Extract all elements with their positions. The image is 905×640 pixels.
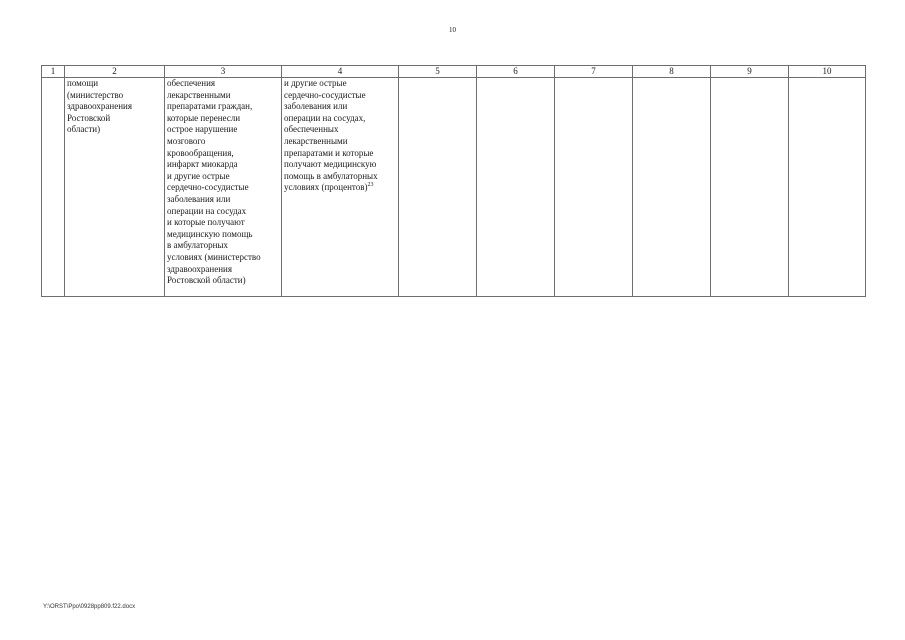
cell-text-line: лекарственными xyxy=(167,89,231,100)
cell-text-line: лекарственными xyxy=(284,135,348,146)
cell-col-4 xyxy=(282,78,399,297)
column-header-6: 6 xyxy=(477,66,555,78)
cell-col-10 xyxy=(789,78,866,297)
cell-col-2 xyxy=(65,78,165,297)
cell-text-line-with-footnote xyxy=(284,182,397,194)
cell-text-line: препаратами граждан, xyxy=(167,101,253,112)
cell-text-line: острое нарушение xyxy=(167,124,238,135)
cell-text-line: Ростовской xyxy=(67,112,111,123)
cell-text-line: здравоохранения xyxy=(67,101,133,112)
column-header-7: 7 xyxy=(555,66,633,78)
cell-text-line: и которые получают xyxy=(167,217,245,228)
cell-text-line: обеспеченных xyxy=(284,124,339,135)
page-number: 10 xyxy=(449,26,456,34)
cell-text-line: операции на сосудах xyxy=(167,205,247,216)
cell-text-line: в амбулаторных xyxy=(167,240,228,251)
table-row xyxy=(42,78,866,297)
cell-text-line: условиях (министерство xyxy=(167,251,261,262)
cell-text-line: помощь в амбулаторных xyxy=(284,170,378,181)
cell-col-5 xyxy=(399,78,477,297)
cell-col-1 xyxy=(42,78,65,297)
footnote-marker: 23 xyxy=(367,182,374,189)
column-header-3: 3 xyxy=(165,66,282,78)
cell-text-line: препаратами и которые xyxy=(284,147,374,158)
cell-text-line: кровообращения, xyxy=(167,147,234,158)
cell-text-line: здравоохранения xyxy=(167,263,233,274)
column-header-8: 8 xyxy=(633,66,711,78)
footer-file-path: Y:\ORST\Ppo\0928pp809.f22.docx xyxy=(43,604,136,610)
cell-text-line: и другие острые xyxy=(167,170,230,181)
cell-text-line: мозгового xyxy=(167,135,206,146)
cell-text-line: и другие острые xyxy=(284,78,347,88)
column-header-4: 4 xyxy=(282,66,399,78)
cell-col-9 xyxy=(711,78,789,297)
cell-text-line: операции на сосудах, xyxy=(284,112,366,123)
column-header-9: 9 xyxy=(711,66,789,78)
cell-text-line: обеспечения xyxy=(167,78,216,88)
cell-text-line: медицинскую помощь xyxy=(167,228,253,239)
cell-text-line: помощи xyxy=(67,78,99,88)
column-header-10: 10 xyxy=(789,66,866,78)
cell-col-6 xyxy=(477,78,555,297)
cell-text-line: области) xyxy=(67,124,101,135)
cell-text-line: (министерство xyxy=(67,89,124,100)
column-header-2: 2 xyxy=(65,66,165,78)
cell-text-line: сердечно-сосудистые xyxy=(284,89,366,100)
column-header-5: 5 xyxy=(399,66,477,78)
data-table xyxy=(41,65,866,297)
cell-text-line: условиях (процентов) xyxy=(284,182,368,193)
cell-col-7 xyxy=(555,78,633,297)
table-header-row xyxy=(42,66,866,78)
cell-text-line: заболевания или xyxy=(284,101,348,112)
cell-text-line: которые перенесли xyxy=(167,112,241,123)
column-header-1: 1 xyxy=(42,66,65,78)
cell-text-line: сердечно-сосудистые xyxy=(167,182,249,193)
cell-col-8 xyxy=(633,78,711,297)
cell-text-line: Ростовской области) xyxy=(167,275,246,286)
cell-text-line: инфаркт миокарда xyxy=(167,159,238,170)
cell-text-line: получают медицинскую xyxy=(284,159,377,170)
cell-col-3 xyxy=(165,78,282,297)
cell-text-line: заболевания или xyxy=(167,193,231,204)
